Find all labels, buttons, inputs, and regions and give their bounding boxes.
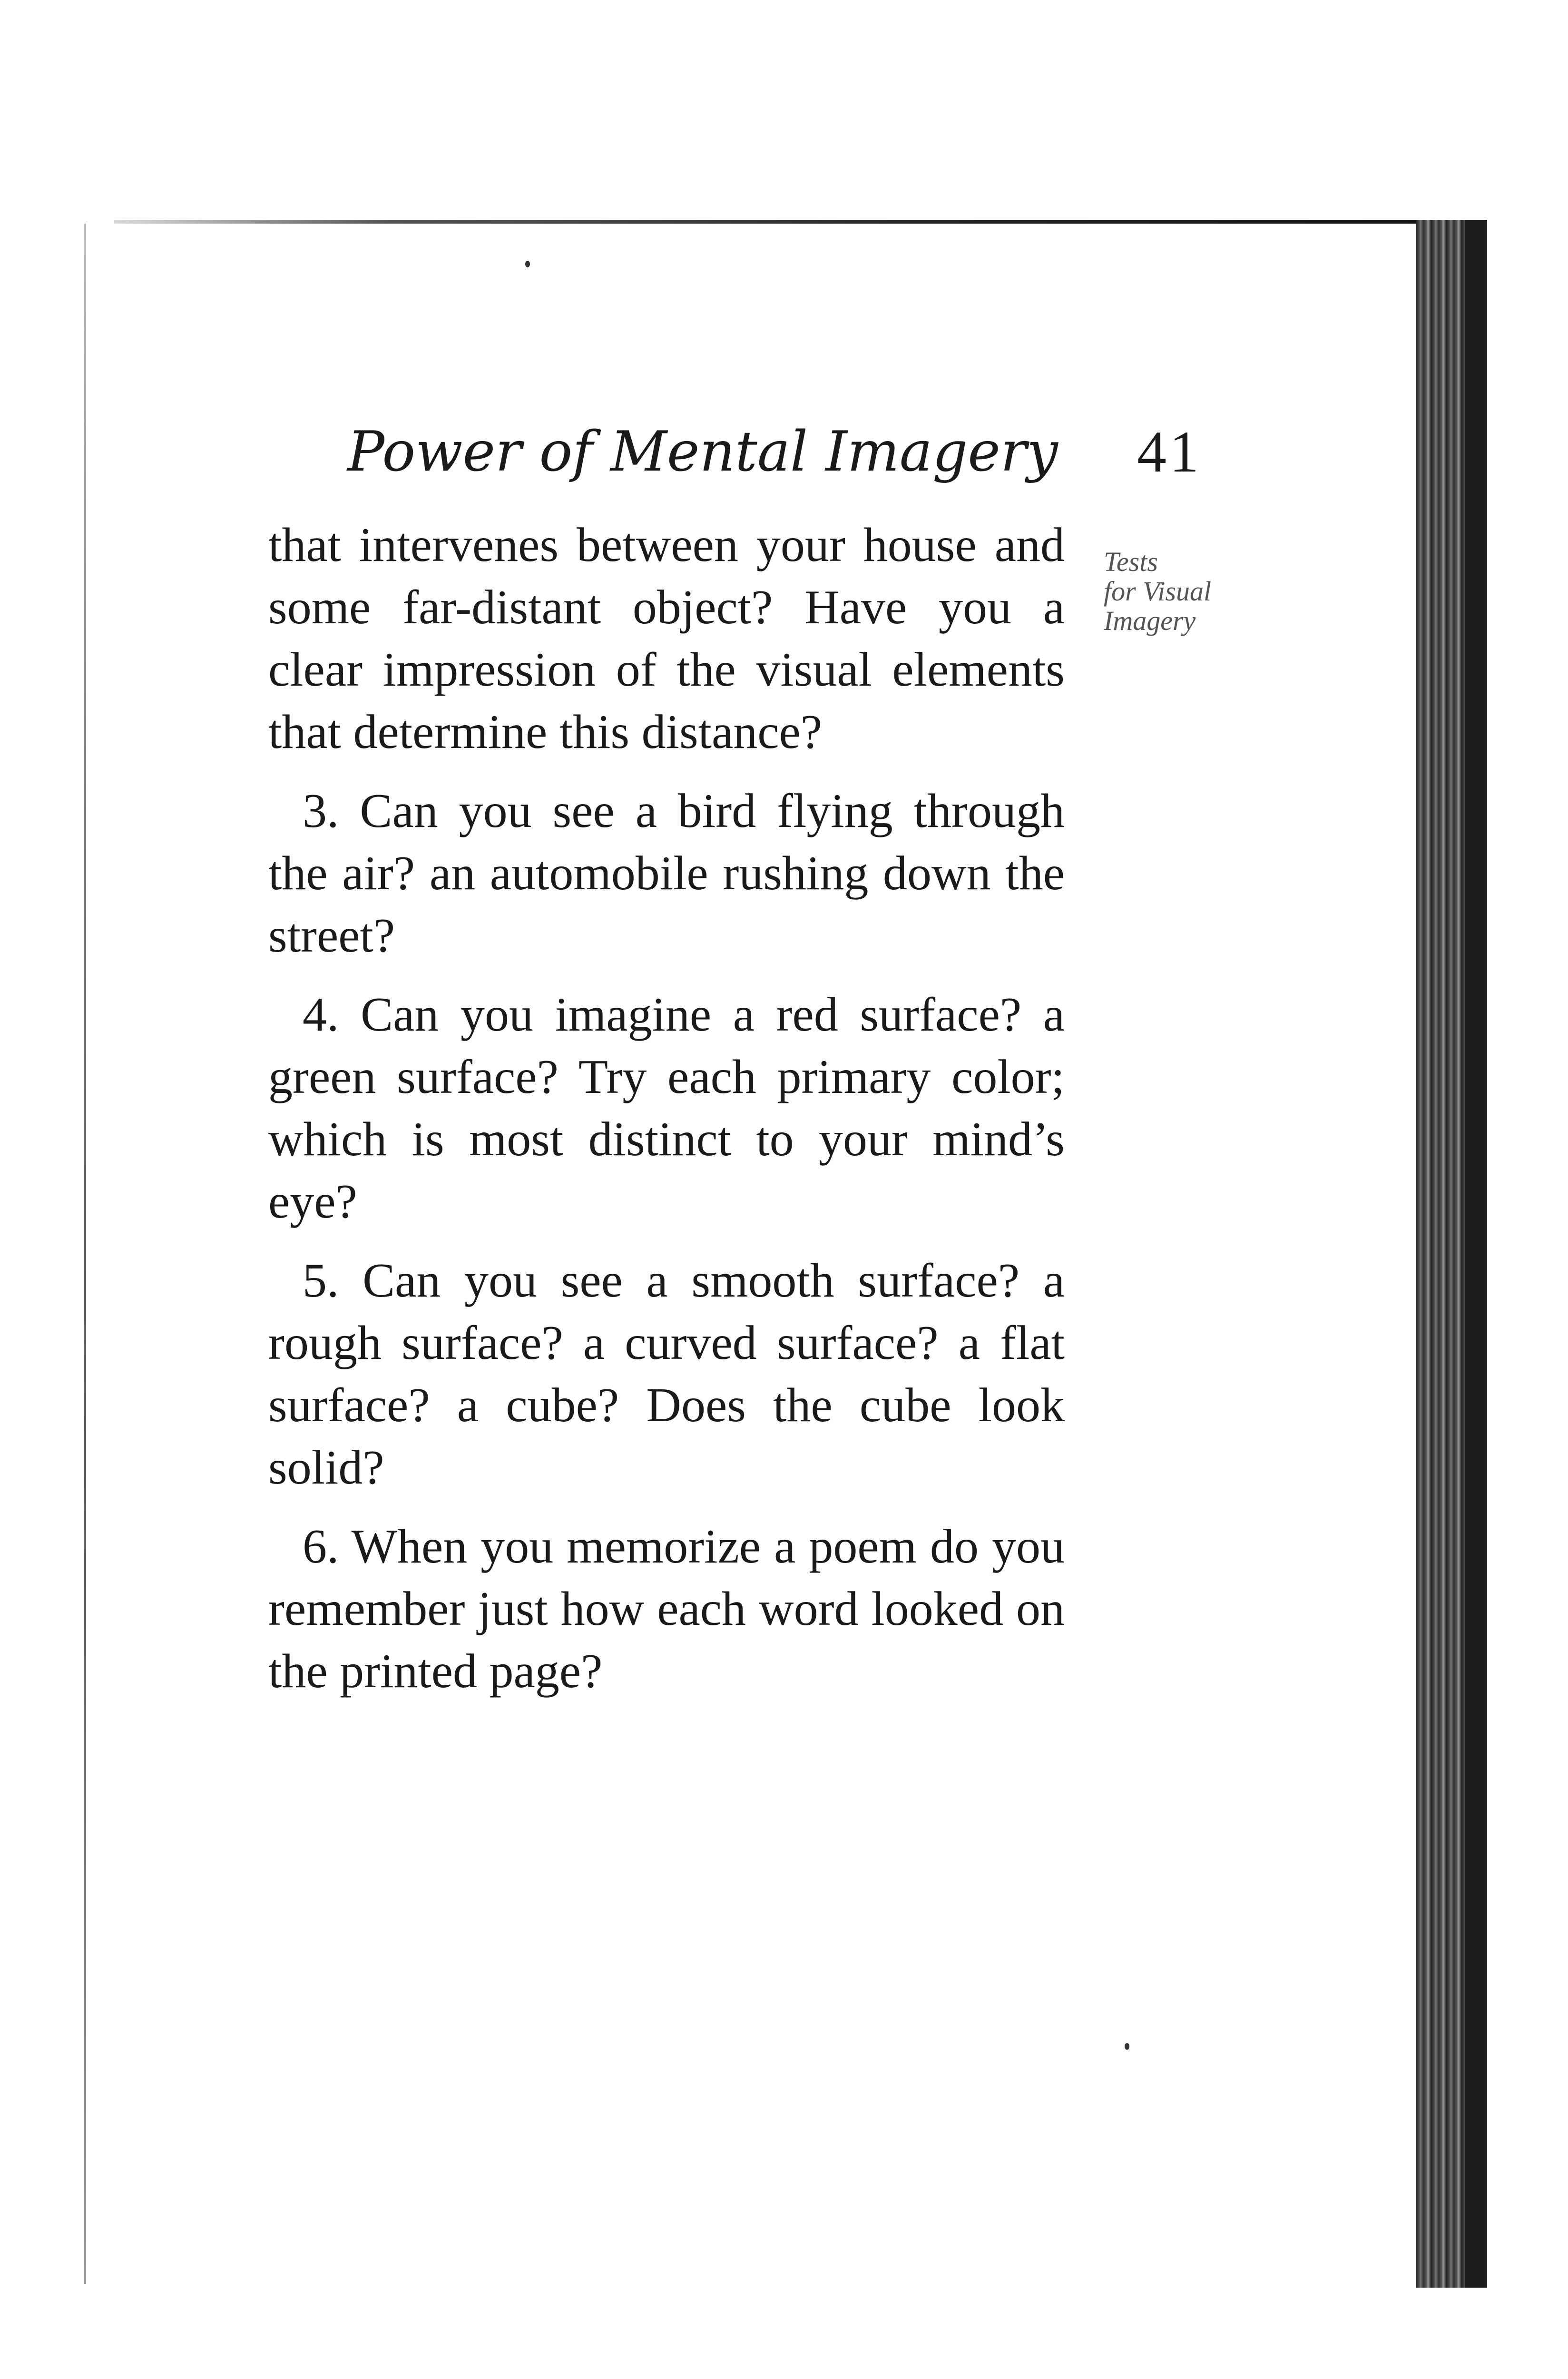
book-spine-shadow bbox=[1465, 220, 1487, 2288]
body-text bbox=[268, 514, 1065, 1719]
running-head: Power of Mental Imagery bbox=[347, 420, 1058, 484]
margin-note-line: Imagery bbox=[1104, 605, 1196, 636]
question-3: 3. Can you see a bird flying through the air? an automobile rushing down the street? bbox=[268, 784, 1065, 963]
page-number: 41 bbox=[1137, 419, 1202, 484]
margin-note-line: Tests bbox=[1104, 546, 1158, 577]
scan-speck bbox=[1125, 2043, 1129, 2050]
margin-note-line: for Visual bbox=[1104, 576, 1212, 607]
paragraph-continuation: that intervenes between your house and some far-distant object? Have you a clear impression of the visual elements that determine this distance? bbox=[268, 518, 1065, 759]
question-5: 5. Can you see a smooth surface? a rough surface? a curved surface? a flat surface? a cube? Does the cube look solid? bbox=[268, 1254, 1065, 1494]
margin-note bbox=[1104, 547, 1313, 636]
scan-speck bbox=[525, 261, 530, 267]
question-4: 4. Can you imagine a red surface? a green surface? Try each primary color; which is most distinct to your mind’s eye? bbox=[268, 988, 1065, 1229]
question-6: 6. When you memorize a poem do you remember just how each word looked on the printed page? bbox=[268, 1520, 1065, 1698]
page-top-edge bbox=[114, 220, 1484, 224]
page-left-edge bbox=[84, 224, 86, 2284]
